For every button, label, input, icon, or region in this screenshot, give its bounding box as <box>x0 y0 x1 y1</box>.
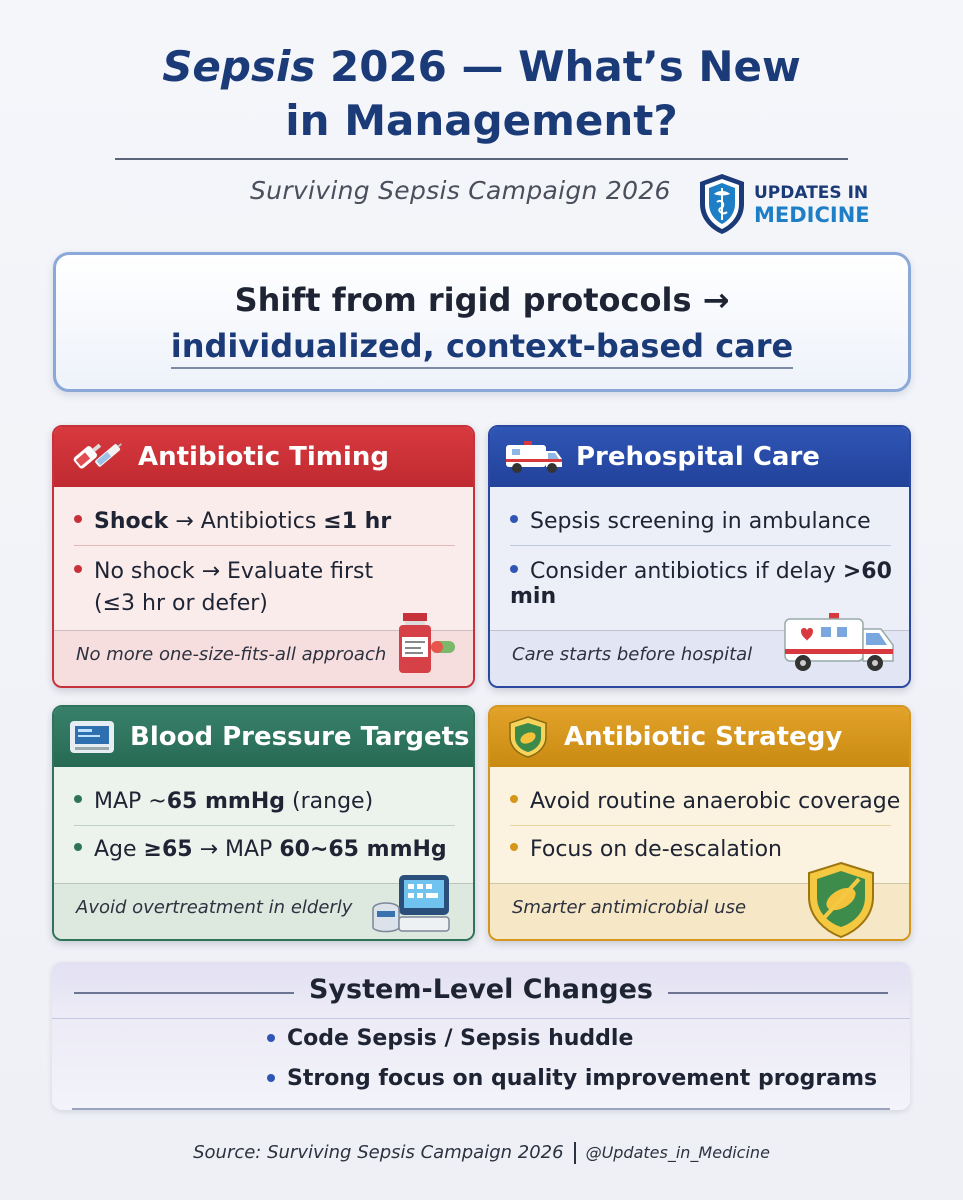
ambulance-icon <box>504 437 564 477</box>
card-body <box>54 487 473 686</box>
title-rest: 2026 — What’s New <box>315 42 801 91</box>
bullet-bold: Shock <box>94 509 169 534</box>
section-title: System-Level Changes <box>309 974 653 1005</box>
bullet-icon <box>267 1034 275 1042</box>
card-note: Care starts before hospital <box>512 644 753 665</box>
list-item <box>74 789 373 814</box>
list-item-text: Code Sepsis / Sepsis huddle <box>287 1026 634 1051</box>
shift-line2: individualized, context-based care <box>171 327 794 369</box>
ambulance-large-icon <box>781 611 897 677</box>
list-item <box>510 559 909 609</box>
bullet-bold-end: 60~65 mmHg <box>279 837 447 862</box>
bullet-icon <box>510 795 518 803</box>
list-item <box>267 1066 877 1091</box>
shield-icon <box>504 715 552 759</box>
card-title: Prehospital Care <box>576 442 820 472</box>
bullet-icon <box>510 843 518 851</box>
card-header <box>490 427 909 487</box>
subtitle: Surviving Sepsis Campaign 2026 <box>250 176 671 205</box>
card-title: Blood Pressure Targets <box>130 722 470 752</box>
card-antibiotic-strategy <box>488 705 911 941</box>
title-divider <box>115 158 848 160</box>
blood-pressure-cuff-icon <box>369 873 455 935</box>
source-text: Source: Surviving Sepsis Campaign 2026 <box>193 1142 564 1163</box>
title-line2: in Management? <box>285 96 678 145</box>
card-prehospital-care <box>488 425 911 688</box>
source-line <box>0 1142 963 1164</box>
card-note: No more one-size-fits-all approach <box>76 644 387 665</box>
list-item <box>74 559 373 584</box>
bullet-icon <box>74 515 82 523</box>
brand-logo <box>696 172 876 238</box>
divider <box>74 545 455 546</box>
divider <box>510 545 891 546</box>
logo-line1: UPDATES IN <box>754 183 869 203</box>
bullet-text: Consider antibiotics if delay <box>530 559 843 584</box>
card-title: Antibiotic Strategy <box>564 722 843 752</box>
title-italic: Sepsis <box>162 42 316 91</box>
list-item <box>510 509 871 534</box>
card-title: Antibiotic Timing <box>138 442 389 472</box>
syringe-vial-icon <box>68 435 126 479</box>
bullet-text-end: (range) <box>285 789 374 814</box>
list-item <box>510 789 900 814</box>
bullet-text: Age <box>94 837 144 862</box>
card-header <box>490 707 909 767</box>
page-title <box>0 40 963 148</box>
card-note: Avoid overtreatment in elderly <box>76 897 353 918</box>
bullet-icon <box>74 795 82 803</box>
shift-line1: Shift from rigid protocols → <box>234 281 730 319</box>
bullet-icon <box>510 515 518 523</box>
bullet-text: Avoid routine anaerobic coverage <box>530 789 901 814</box>
bullet-icon <box>267 1074 275 1082</box>
bottom-rule <box>72 1108 890 1110</box>
divider <box>52 1018 910 1019</box>
bullet-text: Focus on de-escalation <box>530 837 782 862</box>
list-item <box>74 509 391 534</box>
bullet-continuation: (≤3 hr or defer) <box>94 591 268 616</box>
bullet-text: → Antibiotics <box>168 509 324 534</box>
card-header <box>54 707 473 767</box>
bullet-bold-end: ≤1 hr <box>323 509 392 534</box>
bullet-text: Sepsis screening in ambulance <box>530 509 871 534</box>
system-level-changes <box>52 962 910 1110</box>
logo-line2: MEDICINE <box>754 203 870 227</box>
list-item <box>267 1026 633 1051</box>
bullet-icon <box>74 565 82 573</box>
medicine-bottle-icon <box>393 607 463 677</box>
card-body <box>54 767 473 939</box>
card-blood-pressure-targets <box>52 705 475 941</box>
source-handle: @Updates_in_Medicine <box>585 1143 770 1162</box>
caduceus-shield-icon <box>696 172 748 236</box>
card-body <box>490 767 909 939</box>
divider <box>510 825 891 826</box>
list-item <box>510 837 782 862</box>
list-item-text: Strong focus on quality improvement programs <box>287 1066 878 1091</box>
bullet-icon <box>510 565 518 573</box>
bullet-bold: >60 min <box>510 559 892 609</box>
card-header <box>54 427 473 487</box>
card-note: Smarter antimicrobial use <box>512 897 747 918</box>
bullet-bold: ≥65 <box>143 837 193 862</box>
shift-callout <box>53 252 911 392</box>
bullet-text: MAP ~ <box>94 789 167 814</box>
card-antibiotic-timing <box>52 425 475 688</box>
bullet-text-mid: → MAP <box>192 837 280 862</box>
card-body <box>490 487 909 686</box>
separator <box>574 1142 576 1164</box>
list-item <box>74 837 447 862</box>
bullet-icon <box>74 843 82 851</box>
bp-monitor-icon <box>68 717 118 757</box>
bullet-text: No shock → Evaluate first <box>94 559 374 584</box>
divider <box>74 825 455 826</box>
shield-pill-icon <box>801 859 881 939</box>
bullet-bold: 65 mmHg <box>166 789 286 814</box>
